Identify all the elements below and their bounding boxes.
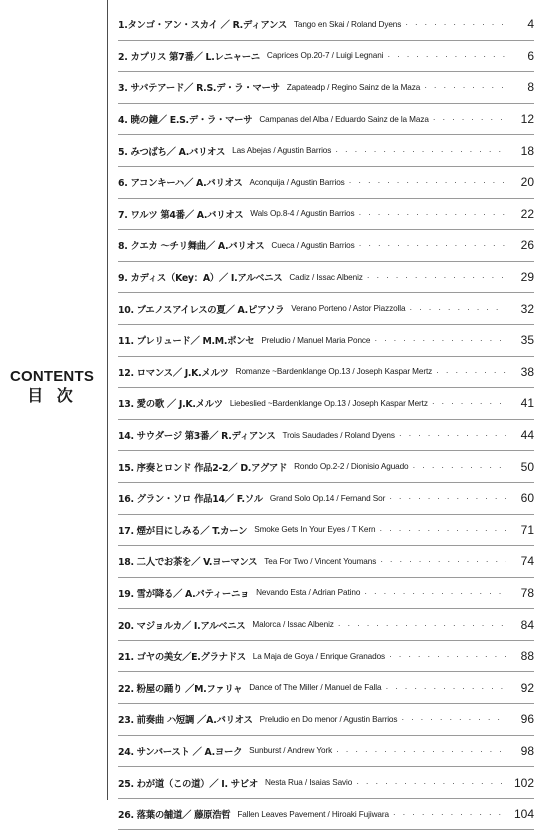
- entry-en-title: Tango en Skai / Roland Dyens: [293, 19, 402, 29]
- entry-jp-title: 5. みつばち／ A.バリオス: [118, 146, 226, 158]
- toc-entry[interactable]: [118, 420, 534, 452]
- entry-en-title: Preludio / Manuel Maria Ponce: [261, 335, 371, 345]
- entry-page-number: 41: [520, 396, 534, 411]
- toc-entry[interactable]: [118, 357, 534, 389]
- toc-entry[interactable]: [118, 325, 534, 357]
- leader-dots: [387, 51, 506, 61]
- entry-jp-title: 19. 雪が降る／ A.パティーニョ: [118, 588, 250, 600]
- entry-jp-title: 16. グラン・ソロ 作品14／ F.ソル: [118, 494, 263, 506]
- toc-entry[interactable]: [118, 388, 534, 420]
- entry-en-title: Aconquija / Agustin Barrios: [249, 177, 345, 187]
- leader-dots: [364, 588, 506, 598]
- leader-dots: [433, 114, 506, 124]
- entry-en-title: Malorca / Issac Albeniz: [252, 620, 334, 630]
- leader-dots: [338, 620, 506, 630]
- leader-dots: [349, 177, 506, 187]
- entry-page-number: 8: [527, 80, 534, 95]
- entry-jp-title: 3. サパテアード／ R.S.デ・ラ・マーサ: [118, 83, 280, 95]
- entry-en-title: Zapateadp / Regino Sainz de la Maza: [286, 82, 421, 92]
- toc-entry[interactable]: [118, 41, 534, 73]
- toc-entry[interactable]: [118, 799, 534, 830]
- leader-dots: [380, 556, 506, 566]
- entry-page-number: 92: [520, 680, 534, 695]
- entry-jp-title: 18. 二人でお茶を／ V.ヨーマンス: [118, 557, 258, 569]
- entry-en-title: Nevando Esta / Adrian Patino: [256, 588, 361, 598]
- entry-jp-title: 22. 粉屋の踊り ／M.ファリャ: [118, 683, 243, 695]
- entry-page-number: 60: [520, 491, 534, 506]
- contents-title-en: CONTENTS: [9, 368, 95, 385]
- toc-entry[interactable]: [118, 451, 534, 483]
- toc-entry[interactable]: [118, 262, 534, 294]
- entry-jp-title: 1.タンゴ・アン・スカイ ／ R.ディアンス: [118, 20, 287, 32]
- entry-en-title: Grand Solo Op.14 / Fernand Sor: [269, 493, 386, 503]
- toc-entry[interactable]: [118, 609, 534, 641]
- entry-page-number: 26: [520, 238, 534, 253]
- entry-en-title: Smoke Gets In Your Eyes / T Kern: [254, 525, 376, 535]
- entry-en-title: Campanas del Alba / Eduardo Sainz de la Maza: [259, 114, 429, 124]
- entry-jp-title: 8. クエカ ～チリ舞曲／ A.バリオス: [118, 241, 265, 253]
- entry-page-number: 38: [520, 364, 534, 379]
- entry-en-title: La Maja de Goya / Enrique Granados: [252, 651, 386, 661]
- leader-dots: [389, 651, 506, 661]
- toc-list: [118, 9, 534, 830]
- entry-page-number: 29: [520, 270, 534, 285]
- leader-dots: [367, 272, 506, 282]
- entry-en-title: Nesta Rua / Isaias Savio: [264, 778, 353, 788]
- toc-entry[interactable]: [118, 736, 534, 768]
- entry-jp-title: 13. 愛の歌 ／ J.K.メルツ: [118, 399, 223, 411]
- toc-entry[interactable]: [118, 293, 534, 325]
- entry-jp-title: 25. わが道（この道）／ I. サビオ: [118, 778, 258, 790]
- entry-page-number: 102: [513, 775, 534, 790]
- entry-page-number: 74: [520, 554, 534, 569]
- entry-en-title: Wals Op.8-4 / Agustin Barrios: [250, 209, 355, 219]
- leader-dots: [359, 240, 506, 250]
- entry-page-number: 84: [520, 617, 534, 632]
- entry-jp-title: 14. サウダージ 第3番／ R.ディアンス: [118, 431, 276, 443]
- leader-dots: [389, 493, 506, 503]
- entry-en-title: Rondo Op.2-2 / Dionisio Aguado: [294, 462, 409, 472]
- entry-jp-title: 20. マジョルカ／ I.アルベニス: [118, 620, 246, 632]
- entry-page-number: 50: [520, 459, 534, 474]
- entry-en-title: Sunburst / Andrew York: [249, 746, 333, 756]
- entry-jp-title: 7. ワルツ 第4番／ A.バリオス: [118, 209, 244, 221]
- toc-entry[interactable]: [118, 767, 534, 799]
- leader-dots: [409, 304, 506, 314]
- entry-en-title: Fallen Leaves Pavement / Hiroaki Fujiwara: [237, 809, 389, 819]
- entry-page-number: 96: [520, 712, 534, 727]
- leader-dots: [393, 809, 506, 819]
- entry-en-title: Romanze ~Bardenklange Op.13 / Joseph Kaspar Mertz: [235, 367, 433, 377]
- entry-jp-title: 10. ブエノスアイレスの夏／ A.ピアソラ: [118, 304, 285, 316]
- entry-jp-title: 9. カディス（Key：A）／ I.アルベニス: [118, 273, 283, 285]
- entry-page-number: 78: [520, 585, 534, 600]
- leader-dots: [385, 683, 506, 693]
- leader-dots: [358, 209, 506, 219]
- leader-dots: [436, 367, 506, 377]
- entry-jp-title: 15. 序奏とロンド 作品2-2／ D.アグアド: [118, 462, 288, 474]
- leader-dots: [399, 430, 506, 440]
- entry-page-number: 88: [520, 649, 534, 664]
- entry-jp-title: 21. ゴヤの美女／E.グラナドス: [118, 652, 246, 664]
- leader-dots: [335, 146, 506, 156]
- entry-en-title: Caprices Op.20-7 / Luigi Legnani: [266, 51, 384, 61]
- leader-dots: [336, 746, 506, 756]
- leader-dots: [379, 525, 506, 535]
- entry-jp-title: 11. プレリュード／ M.M.ポンセ: [118, 336, 255, 348]
- entry-en-title: Dance of The Miller / Manuel de Falla: [249, 683, 382, 693]
- toc-entry[interactable]: [118, 515, 534, 547]
- entry-jp-title: 12. ロマンス／ J.K.メルツ: [118, 367, 229, 379]
- toc-entry[interactable]: [118, 578, 534, 610]
- entry-en-title: Trois Saudades / Roland Dyens: [282, 430, 395, 440]
- entry-jp-title: 24. サンバースト ／ A.ヨーク: [118, 746, 243, 758]
- entry-page-number: 18: [520, 143, 534, 158]
- entry-page-number: 4: [527, 17, 534, 32]
- entry-page-number: 32: [520, 301, 534, 316]
- entry-en-title: Tea For Two / Vincent Youmans: [264, 556, 377, 566]
- entry-en-title: Verano Porteno / Astor Piazzolla: [291, 304, 406, 314]
- toc-entry[interactable]: [118, 230, 534, 262]
- entry-page-number: 22: [520, 206, 534, 221]
- toc-entry[interactable]: [118, 672, 534, 704]
- entry-en-title: Preludio en Do menor / Agustin Barrios: [259, 714, 398, 724]
- entry-page-number: 35: [520, 333, 534, 348]
- toc-entry[interactable]: [118, 9, 534, 41]
- entry-jp-title: 6. アコンキーハ／ A.バリオス: [118, 178, 243, 190]
- entry-en-title: Cueca / Agustin Barrios: [271, 240, 355, 250]
- entry-page-number: 20: [520, 175, 534, 190]
- toc-entry[interactable]: [118, 704, 534, 736]
- entry-page-number: 98: [520, 743, 534, 758]
- leader-dots: [424, 82, 506, 92]
- entry-jp-title: 2. カプリス 第7番／ L.レニャーニ: [118, 51, 260, 63]
- leader-dots: [405, 19, 506, 29]
- entry-page-number: 104: [513, 807, 534, 822]
- entry-jp-title: 17. 煙が目にしみる／ T.カーン: [118, 525, 248, 537]
- leader-dots: [401, 714, 506, 724]
- entry-jp-title: 23. 前奏曲 ハ短調 ／A.バリオス: [118, 715, 253, 727]
- leader-dots: [374, 335, 506, 345]
- entry-page-number: 12: [520, 112, 534, 127]
- contents-heading: [0, 368, 104, 406]
- vertical-divider: [107, 0, 108, 800]
- toc-entry[interactable]: [118, 641, 534, 673]
- entry-page-number: 44: [520, 428, 534, 443]
- toc-entry[interactable]: [118, 167, 534, 199]
- leader-dots: [413, 462, 506, 472]
- entry-jp-title: 26. 落葉の舗道／ 藤原浩哲: [118, 810, 231, 822]
- entry-en-title: Las Abejas / Agustin Barrios: [232, 146, 332, 156]
- toc-entry[interactable]: [118, 72, 534, 104]
- entry-en-title: Cadiz / Issac Albeniz: [289, 272, 363, 282]
- entry-en-title: Liebeslied ~Bardenklange Op.13 / Joseph Kaspar Mertz: [229, 398, 428, 408]
- toc-entry[interactable]: [118, 199, 534, 231]
- entry-page-number: 71: [520, 522, 534, 537]
- toc-entry[interactable]: [118, 104, 534, 136]
- entry-jp-title: 4. 暁の鐘／ E.S.デ・ラ・マーサ: [118, 115, 253, 127]
- toc-entry[interactable]: [118, 483, 534, 515]
- toc-entry[interactable]: [118, 135, 534, 167]
- contents-title-jp: 目 次: [27, 386, 77, 405]
- entry-page-number: 6: [527, 48, 534, 63]
- leader-dots: [356, 778, 506, 788]
- toc-entry[interactable]: [118, 546, 534, 578]
- leader-dots: [432, 398, 506, 408]
